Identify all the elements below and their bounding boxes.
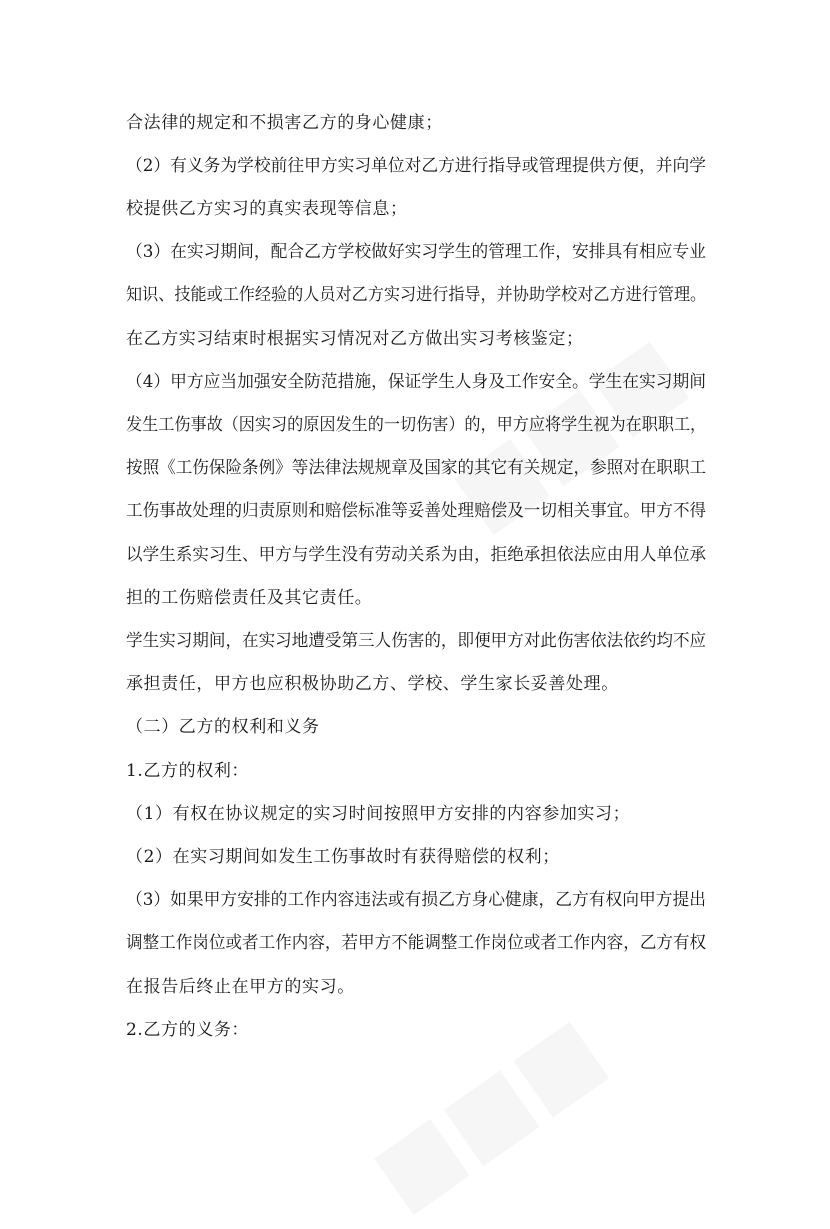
text-line-3: 校提供乙方实习的真实表现等信息； bbox=[126, 199, 408, 219]
watermark-lower bbox=[353, 996, 622, 1228]
text-line-6: 在乙方实习结束时根据实习情况对乙方做出实习考核鉴定； bbox=[126, 329, 584, 349]
text-line-19: （3）如果甲方安排的工作内容违法或有损乙方身心健康，乙方有权向甲方提出 bbox=[126, 890, 706, 910]
subsection-rights: 1.乙方的权利： bbox=[126, 761, 250, 781]
text-line-12: 担的工伤赔偿责任及其它责任。 bbox=[126, 588, 373, 608]
text-line-18: （2）在实习期间如发生工伤事故时有获得赔偿的权利； bbox=[126, 847, 560, 867]
text-line-20: 调整工作岗位或者工作内容，若甲方不能调整工作岗位或者工作内容，乙方有权 bbox=[126, 933, 707, 953]
subsection-duties: 2.乙方的义务： bbox=[126, 1020, 250, 1040]
text-line-4: （3）在实习期间，配合乙方学校做好实习学生的管理工作，安排具有相应专业 bbox=[126, 242, 706, 262]
text-line-9: 按照《工伤保险条例》等法律法规规章及国家的其它有关规定，参照对在职职工 bbox=[126, 458, 707, 478]
text-line-11: 以学生系实习生、甲方与学生没有劳动关系为由，拒绝承担依法应由用人单位承 bbox=[126, 545, 707, 565]
section-heading: （二）乙方的权利和义务 bbox=[126, 717, 320, 737]
text-line-2: （2）有义务为学校前往甲方实习单位对乙方进行指导或管理提供方便，并向学 bbox=[126, 156, 706, 176]
text-line-8: 发生工伤事故（因实习的原因发生的一切伤害）的，甲方应将学生视为在职职工， bbox=[126, 415, 707, 435]
text-line-13: 学生实习期间，在实习地遭受第三人伤害的，即便甲方对此伤害依法依约均不应 bbox=[126, 631, 707, 651]
text-line-7: （4）甲方应当加强安全防范措施，保证学生人身及工作安全。学生在实习期间 bbox=[126, 372, 706, 392]
text-line-10: 工伤事故处理的归责原则和赔偿标准等妥善处理赔偿及一切相关事宜。甲方不得 bbox=[126, 501, 707, 521]
text-line-1: 合法律的规定和不损害乙方的身心健康； bbox=[126, 113, 443, 133]
text-line-21: 在报告后终止在甲方的实习。 bbox=[126, 977, 355, 997]
text-line-14: 承担责任，甲方也应积极协助乙方、学校、学生家长妥善处理。 bbox=[126, 674, 619, 694]
text-line-17: （1）有权在协议规定的实习时间按照甲方安排的内容参加实习； bbox=[126, 804, 631, 824]
text-line-5: 知识、技能或工作经验的人员对乙方实习进行指导，并协助学校对乙方进行管理。 bbox=[126, 285, 707, 305]
